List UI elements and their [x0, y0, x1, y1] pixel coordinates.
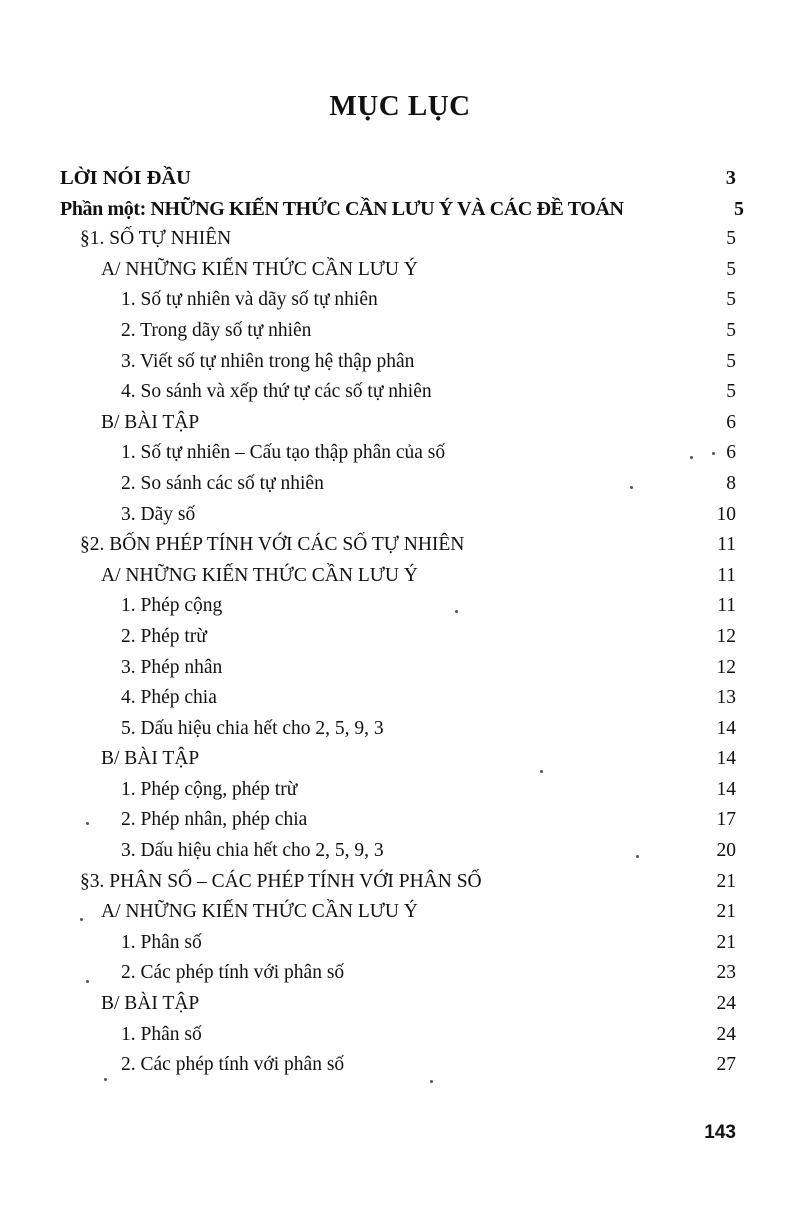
- toc-entry-page: 5: [726, 228, 736, 250]
- toc-entry-item: [0, 1020, 800, 1051]
- toc-entry-text: 4. Phép chia: [121, 687, 217, 709]
- toc-entry-preface: [0, 163, 800, 194]
- toc-entry-text: §1. SỐ TỰ NHIÊN: [80, 228, 232, 250]
- toc-entry-page: 11: [717, 534, 736, 556]
- toc-entry-item: [0, 591, 800, 622]
- toc-entry-page: 17: [716, 809, 736, 831]
- toc-entry-section: [0, 224, 800, 255]
- toc-entry-page: 5: [726, 258, 736, 280]
- toc-entry-text: B/ BÀI TẬP: [101, 411, 200, 433]
- toc-entry-text: §2. BỐN PHÉP TÍNH VỚI CÁC SỐ TỰ NHIÊN: [80, 534, 465, 556]
- toc-entry-page: 5: [734, 197, 744, 220]
- toc-entry-text: 1. Phân số: [121, 931, 202, 953]
- toc-entry-text: Phần một: NHỮNG KIẾN THỨC CẦN LƯU Ý VÀ CÁC ĐỀ TOÁN: [60, 197, 624, 220]
- toc-entry-text: A/ NHỮNG KIẾN THỨC CẦN LƯU Ý: [101, 258, 418, 280]
- toc-entry-page: 6: [726, 442, 736, 464]
- toc-entry-page: 5: [726, 289, 736, 311]
- toc-entry-page: 24: [716, 1023, 736, 1045]
- toc-entry-text: 3. Dãy số: [121, 503, 196, 525]
- toc-entry-page: 11: [717, 564, 736, 586]
- toc-entry-subsection: [0, 744, 800, 775]
- toc-entry-page: 21: [716, 931, 736, 953]
- toc-entry-item: [0, 928, 800, 959]
- toc-entry-text: 2. Trong dãy số tự nhiên: [121, 319, 312, 341]
- page-title: MỤC LỤC: [329, 90, 471, 122]
- toc-entry-page: 13: [716, 687, 736, 709]
- toc-entry-page: 5: [726, 350, 736, 372]
- toc-entry-text: 1. Số tự nhiên – Cấu tạo thập phân của số: [121, 442, 446, 464]
- toc-entry-text: 5. Dấu hiệu chia hết cho 2, 5, 9, 3: [121, 717, 384, 739]
- toc-entry-part: [0, 194, 800, 225]
- toc-entry-text: 2. So sánh các số tự nhiên: [121, 472, 324, 494]
- toc-entry-text: 1. Phân số: [121, 1023, 202, 1045]
- toc-entry-text: 3. Dấu hiệu chia hết cho 2, 5, 9, 3: [121, 840, 384, 862]
- toc-entry-subsection: [0, 561, 800, 592]
- toc-entry-page: 8: [726, 472, 736, 494]
- toc-entry-page: 14: [716, 778, 736, 800]
- toc-entry-item: [0, 347, 800, 378]
- toc-entry-item: [0, 653, 800, 684]
- toc-entry-subsection: [0, 255, 800, 286]
- toc-entry-item: [0, 316, 800, 347]
- toc-entry-page: 27: [716, 1054, 736, 1076]
- toc-entry-item: [0, 775, 800, 806]
- toc-entry-text: 1. Phép cộng, phép trừ: [121, 778, 298, 800]
- toc-entry-text: 1. Số tự nhiên và dãy số tự nhiên: [121, 289, 378, 311]
- toc-entry-item: [0, 805, 800, 836]
- toc-entry-item: [0, 836, 800, 867]
- toc-entry-item: [0, 958, 800, 989]
- toc-entry-item: [0, 622, 800, 653]
- toc-entry-text: 1. Phép cộng: [121, 595, 223, 617]
- toc-entry-page: 5: [726, 319, 736, 341]
- scan-speck: [455, 610, 458, 613]
- toc-entry-subsection: [0, 408, 800, 439]
- toc-entry-page: 12: [716, 625, 736, 647]
- scan-speck: [712, 452, 715, 455]
- toc-entry-text: 2. Các phép tính với phân số: [121, 1054, 345, 1076]
- toc-entry-subsection: [0, 897, 800, 928]
- toc-entry-item: [0, 500, 800, 531]
- toc-entry-page: 24: [716, 993, 736, 1015]
- toc-entry-page: 6: [726, 411, 736, 433]
- toc-entry-text: 4. So sánh và xếp thứ tự các số tự nhiên: [121, 381, 432, 403]
- scan-speck: [630, 486, 633, 489]
- scan-speck: [690, 456, 693, 459]
- toc-entry-item: [0, 285, 800, 316]
- toc-entry-page: 10: [716, 503, 736, 525]
- scan-speck: [430, 1080, 433, 1083]
- toc-entry-page: 23: [716, 962, 736, 984]
- toc-entry-section: [0, 530, 800, 561]
- toc-entry-text: A/ NHỮNG KIẾN THỨC CẦN LƯU Ý: [101, 564, 418, 586]
- toc-entry-text: 3. Viết số tự nhiên trong hệ thập phân: [121, 350, 415, 372]
- page-number: 143: [704, 1122, 736, 1143]
- scan-speck: [86, 822, 89, 825]
- toc-entry-page: 11: [717, 595, 736, 617]
- toc-entry-text: B/ BÀI TẬP: [101, 993, 200, 1015]
- toc-entry-page: 3: [725, 167, 736, 189]
- scan-speck: [540, 770, 543, 773]
- toc-entry-subsection: [0, 989, 800, 1020]
- toc-entry-page: 20: [716, 840, 736, 862]
- toc-entry-text: B/ BÀI TẬP: [101, 748, 200, 770]
- toc-entry-item: [0, 438, 800, 469]
- scan-speck: [636, 855, 639, 858]
- toc-entry-text: A/ NHỮNG KIẾN THỨC CẦN LƯU Ý: [101, 901, 418, 923]
- table-of-contents: [0, 163, 800, 1081]
- toc-entry-item: [0, 469, 800, 500]
- toc-entry-text: 2. Phép trừ: [121, 625, 207, 647]
- scan-speck: [86, 980, 89, 983]
- toc-entry-page: 14: [716, 748, 736, 770]
- toc-entry-page: 14: [716, 717, 736, 739]
- toc-entry-page: 12: [716, 656, 736, 678]
- toc-entry-text: LỜI NÓI ĐẦU: [60, 167, 191, 189]
- scan-speck: [104, 1078, 107, 1081]
- toc-entry-text: 3. Phép nhân: [121, 656, 223, 678]
- toc-entry-item: [0, 377, 800, 408]
- toc-entry-section: [0, 867, 800, 898]
- toc-entry-text: 2. Phép nhân, phép chia: [121, 809, 308, 831]
- toc-entry-item: [0, 714, 800, 745]
- toc-entry-page: 21: [716, 870, 736, 892]
- toc-entry-item: [0, 1050, 800, 1081]
- scan-speck: [80, 918, 83, 921]
- toc-entry-item: [0, 683, 800, 714]
- toc-entry-text: §3. PHÂN SỐ – CÁC PHÉP TÍNH VỚI PHÂN SỐ: [80, 870, 482, 892]
- toc-entry-page: 5: [726, 381, 736, 403]
- toc-entry-page: 21: [716, 901, 736, 923]
- toc-entry-text: 2. Các phép tính với phân số: [121, 962, 345, 984]
